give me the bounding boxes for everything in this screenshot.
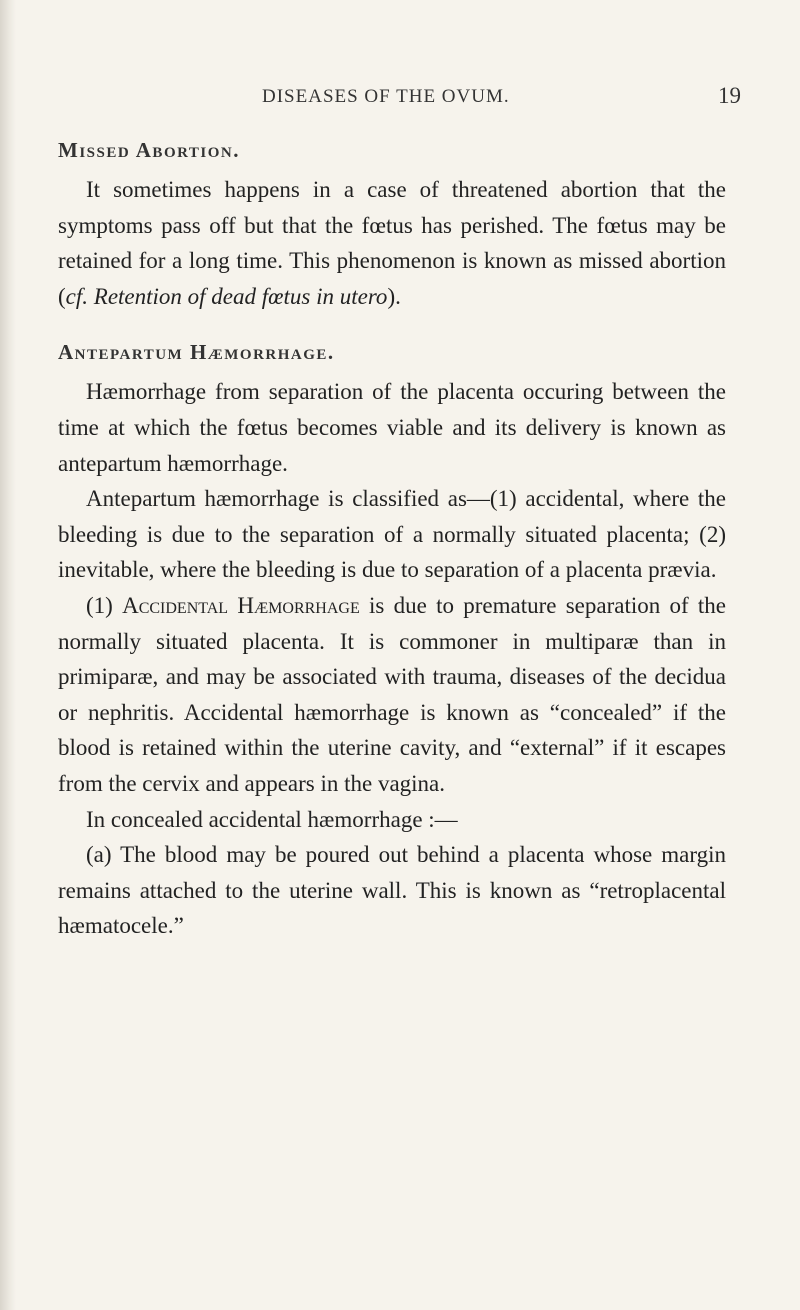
- item-a-label: (a): [86, 842, 112, 868]
- page-header: [0, 83, 800, 116]
- page-body: [58, 132, 726, 944]
- missed-abortion-cf: cf.: [65, 283, 89, 309]
- heading-antepartum-haemorrhage: Antepartum Hæmorrhage.: [58, 340, 335, 365]
- paragraph-accidental-haemorrhage: [58, 588, 726, 802]
- page-gutter-shadow: [0, 0, 16, 1310]
- accidental-text: is due to premature separation of the normally situated placenta. It is commoner in multiparæ than in primiparæ, and may be associated with trauma, diseases of the decidua or nephritis. Accidental hæmorrhage is known as “concealed” if the blood is retained within the uterine cavity, and “external” if it escapes from the cervix and appears in the vagina.: [58, 592, 727, 796]
- missed-abortion-text-1: It sometimes happens in a case of threatened abortion that the symptoms pass off but that the fœtus has perished. The fœtus may be retained for a long time. This phenomenon is known as missed abortion (: [58, 177, 726, 309]
- paragraph-missed-abortion: [58, 172, 726, 314]
- missed-abortion-text-3: ).: [387, 283, 401, 309]
- running-head: DISEASES OF THE OVUM.: [262, 86, 510, 107]
- heading-missed-abortion: Missed Abortion.: [58, 138, 241, 162]
- accidental-term: Accidental Hæmorrhage: [122, 592, 360, 618]
- paragraph-concealed-intro: In concealed accidental hæmorrhage :—: [86, 806, 458, 832]
- paragraph-antepartum-definition: Hæmorrhage from separation of the placenta occuring between the time at which the fœtus becomes viable and its delivery is known as antepartum hæmorrhage.: [58, 379, 726, 476]
- page-number: 19: [718, 83, 741, 108]
- item-a-text: The blood may be poured out behind a placenta whose margin remains attached to the uterine wall. This is known as “retroplacental hæmatocele.”: [58, 842, 726, 939]
- accidental-lead: (1): [86, 592, 123, 618]
- paragraph-item-a: [58, 837, 726, 944]
- paragraph-antepartum-classification: Antepartum hæmorrhage is classified as—(1) accidental, where the bleeding is due to the separation of a normally situated placenta; (2) inevitable, where the bleeding is due to separation of a placenta prævia.: [58, 486, 726, 583]
- missed-abortion-reference: Retention of dead fœtus in utero: [93, 283, 388, 309]
